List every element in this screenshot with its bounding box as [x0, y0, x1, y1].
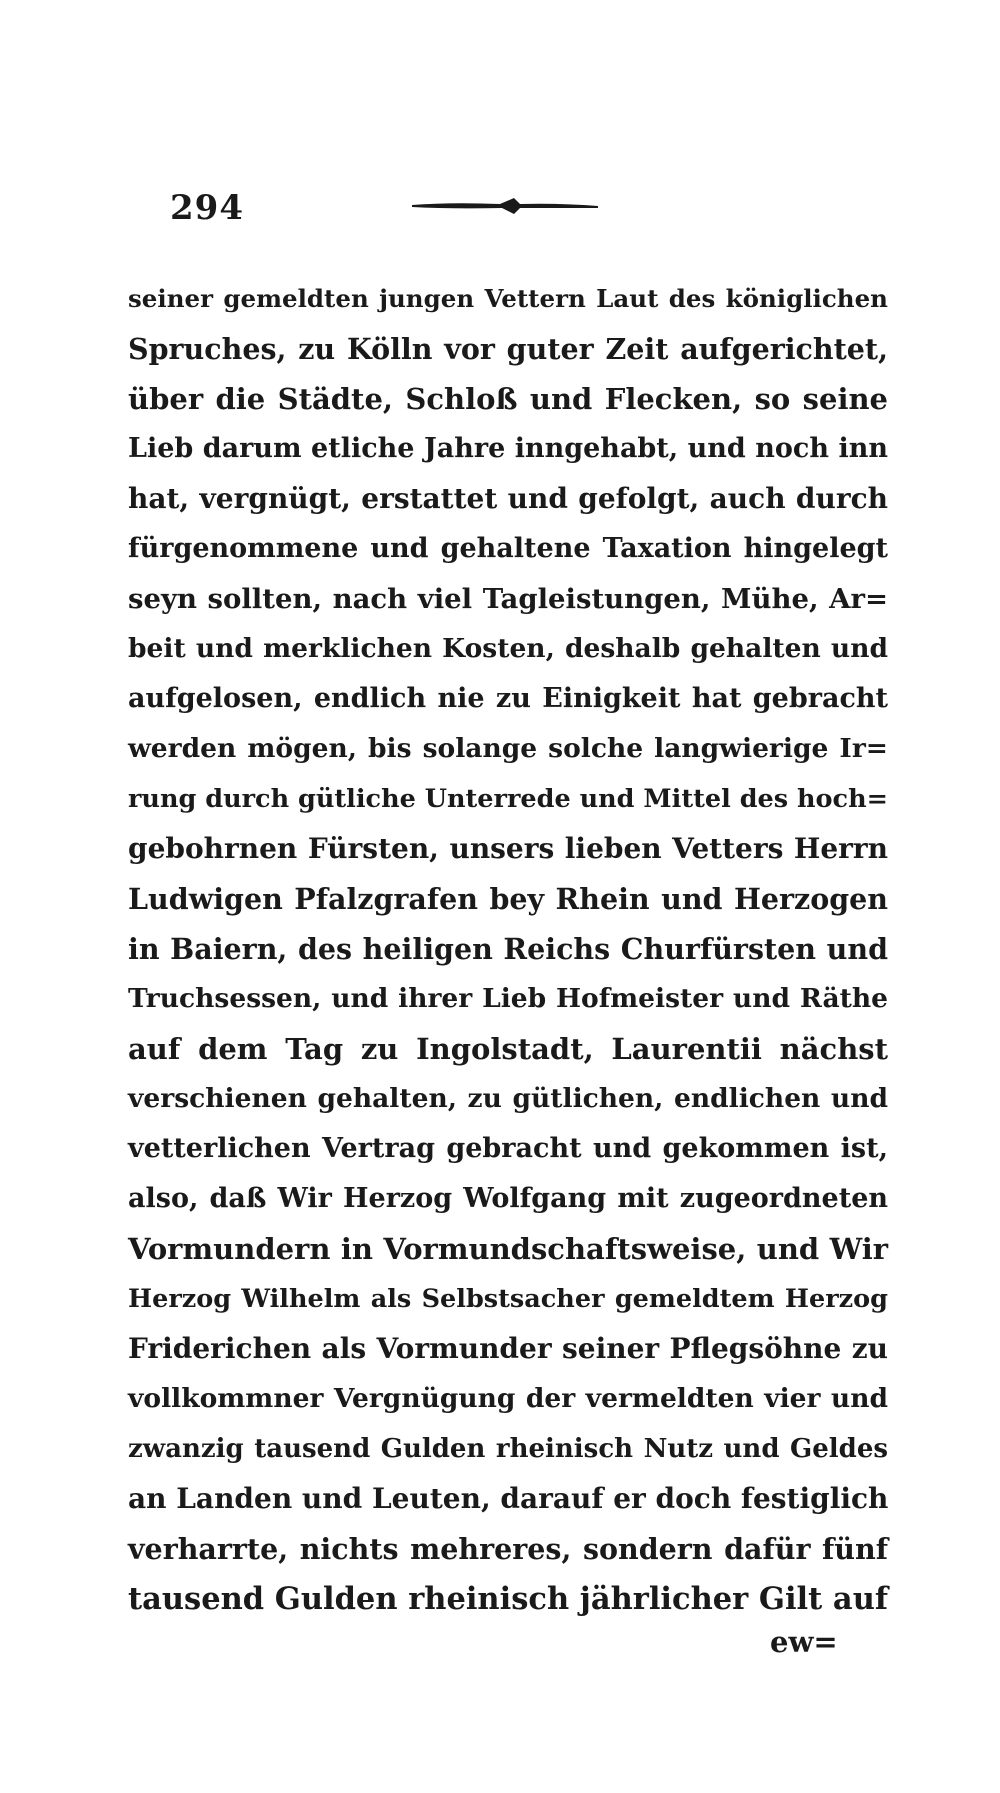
text-line: Vormundern in Vormundschaftsweise, und Wir — [128, 1232, 888, 1266]
header-ornament-rule — [410, 194, 600, 216]
text-line: über die Städte, Schloß und Flecken, so seine — [128, 382, 888, 416]
text-line: aufgelosen, endlich nie zu Einigkeit hat gebracht — [128, 683, 888, 714]
text-line: Truchsessen, und ihrer Lieb Hofmeister und Räthe — [128, 983, 888, 1014]
page-number: 294 — [170, 188, 244, 228]
text-line: auf dem Tag zu Ingolstadt, Laurentii nächst — [128, 1032, 888, 1066]
text-line: werden mögen, bis solange solche langwierige Ir= — [128, 733, 888, 764]
text-line: Herzog Wilhelm als Selbstsacher gemeldtem Herzog — [128, 1284, 888, 1314]
text-line: rung durch gütliche Unterrede und Mittel des hoch= — [128, 784, 888, 814]
text-line: Ludwigen Pfalzgrafen bey Rhein und Herzogen — [128, 882, 888, 916]
text-line: vetterlichen Vertrag gebracht und gekommen ist, — [128, 1133, 888, 1164]
text-line: verharrte, nichts mehreres, sondern dafür fünf — [128, 1532, 888, 1566]
text-line: fürgenommene und gehaltene Taxation hingelegt — [128, 533, 888, 564]
page-header — [150, 188, 900, 238]
text-line: Friderichen als Vormunder seiner Pflegsöhne zu — [128, 1332, 888, 1365]
text-line: verschienen gehalten, zu gütlichen, endlichen und — [128, 1083, 888, 1114]
text-line: in Baiern, des heiligen Reichs Churfürsten und — [128, 932, 888, 966]
text-line: hat, vergnügt, erstattet und gefolgt, auch durch — [128, 482, 888, 515]
text-line: beit und merklichen Kosten, deshalb gehalten und — [128, 633, 888, 664]
text-line: Lieb darum etliche Jahre inngehabt, und noch inn — [128, 433, 888, 464]
catchword: ew= — [770, 1625, 838, 1659]
text-line: seyn sollten, nach viel Tagleistungen, Mühe, Ar= — [128, 583, 888, 615]
text-line: an Landen und Leuten, darauf er doch festiglich — [128, 1482, 889, 1515]
text-line: tausend Gulden rheinisch jährlicher Gilt auf — [128, 1581, 888, 1617]
text-line: also, daß Wir Herzog Wolfgang mit zugeordneten — [128, 1183, 888, 1214]
text-line: vollkommner Vergnügung der vermeldten vier und — [128, 1383, 888, 1414]
text-line: gebohrnen Fürsten, unsers lieben Vetters Herrn — [128, 832, 888, 865]
text-line: seiner gemeldten jungen Vettern Laut des königlichen — [128, 284, 888, 313]
text-line: zwanzig tausend Gulden rheinisch Nutz und Geldes — [128, 1434, 888, 1464]
body-text — [128, 274, 888, 1624]
text-line: Spruches, zu Kölln vor guter Zeit aufgerichtet, — [128, 332, 888, 366]
